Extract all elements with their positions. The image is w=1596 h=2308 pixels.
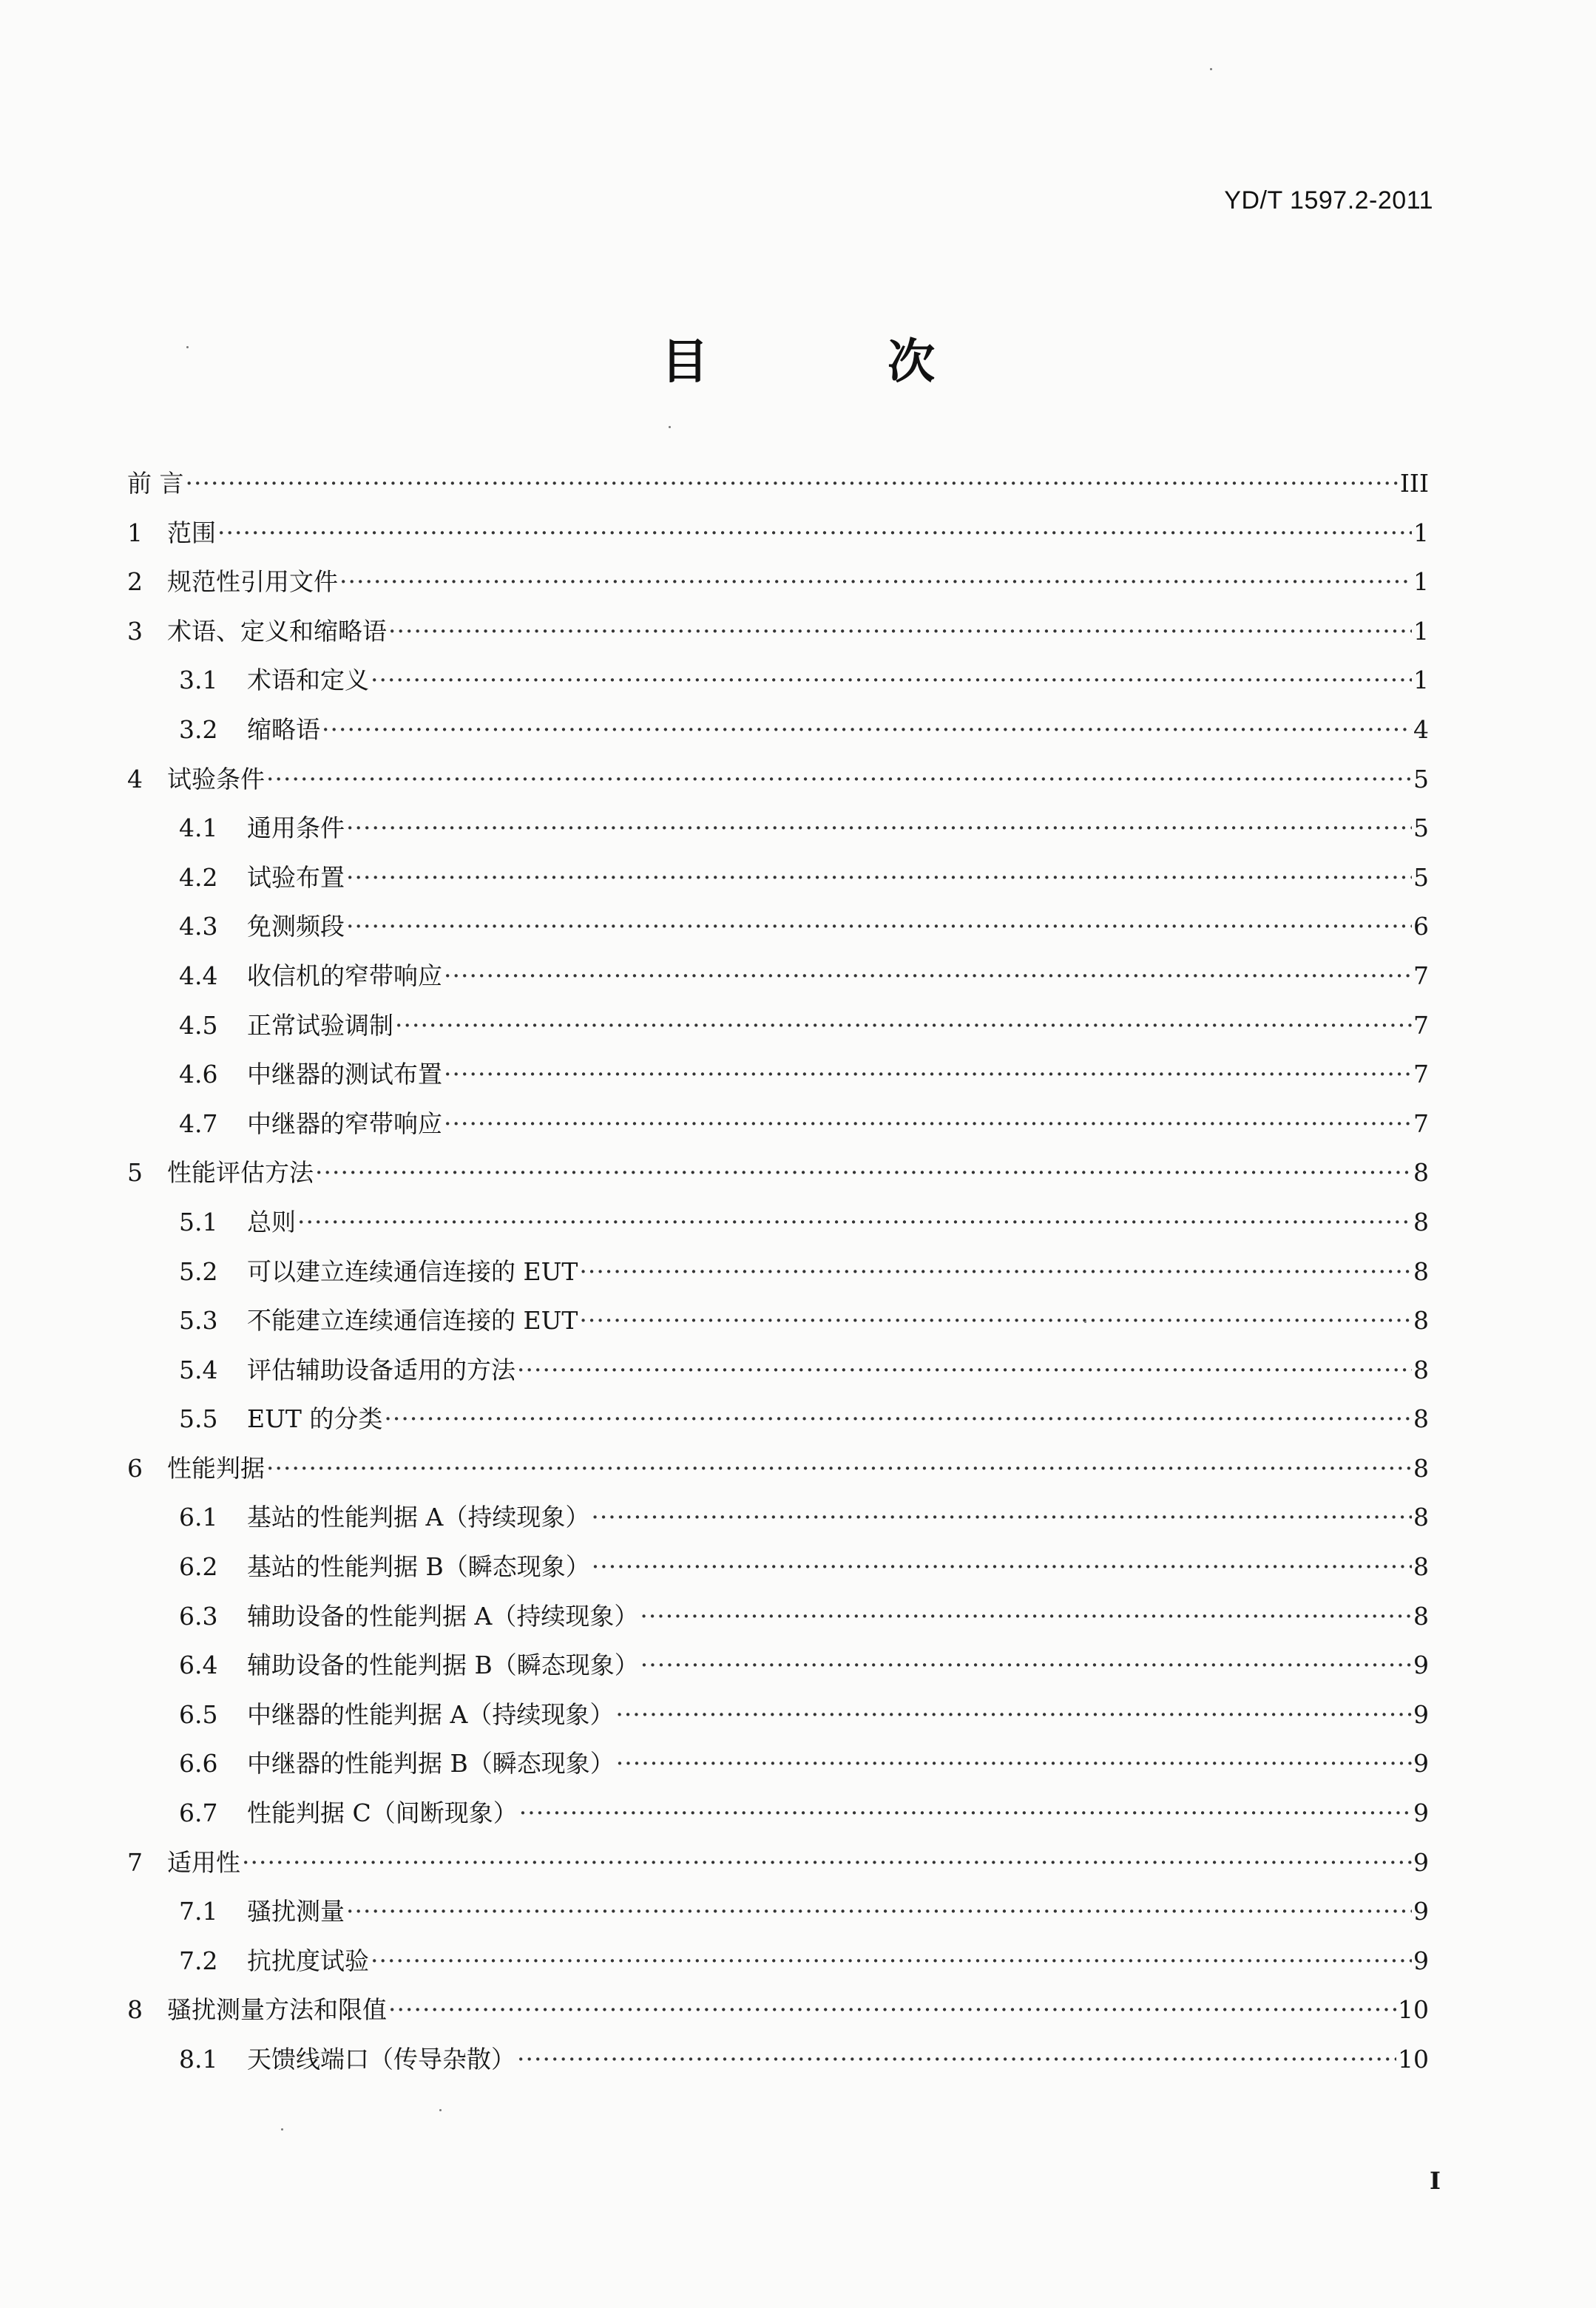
toc-entry[interactable]: [127, 1942, 1429, 1991]
toc-leader-dots: [579, 1257, 1412, 1286]
toc-entry[interactable]: [127, 907, 1429, 957]
scan-speck: [1084, 1321, 1086, 1323]
toc-leader-dots: [640, 1651, 1412, 1679]
toc-entry-number: 2: [127, 567, 143, 597]
toc-entry[interactable]: [127, 1154, 1429, 1203]
toc-entry-label: 骚扰测量方法和限值: [167, 1995, 387, 2025]
toc-entry-page: 8: [1413, 1404, 1429, 1434]
toc-leader-dots: [266, 765, 1412, 793]
toc-entry-page: 10: [1398, 1995, 1429, 2025]
toc-entry-label: 范围: [167, 518, 216, 547]
toc-entry[interactable]: [127, 1991, 1429, 2040]
toc-entry-page: 4: [1413, 714, 1429, 744]
toc-entry-page: 9: [1413, 1847, 1429, 1877]
toc-entry-number: 5: [127, 1158, 143, 1188]
toc-entry-number: 5.1: [179, 1207, 218, 1236]
toc-entry[interactable]: [127, 1892, 1429, 1942]
toc-leader-dots: [615, 1700, 1412, 1729]
toc-entry-label: 性能判据 C（间断现象）: [247, 1798, 518, 1828]
toc-entry-page: 7: [1413, 1109, 1429, 1138]
toc-entry-label: 规范性引用文件: [167, 567, 338, 597]
toc-entry-page: III: [1399, 469, 1429, 498]
toc-leader-dots: [395, 1011, 1412, 1040]
toc-leader-dots: [322, 715, 1412, 744]
toc-entry-page: 8: [1413, 1601, 1429, 1631]
toc-entry-label: 通用条件: [247, 813, 345, 843]
toc-entry[interactable]: [127, 464, 1429, 514]
toc-entry[interactable]: [127, 760, 1429, 810]
toc-entry[interactable]: [127, 1351, 1429, 1401]
toc-leader-dots: [592, 1552, 1412, 1581]
toc-leader-dots: [444, 1109, 1412, 1138]
toc-entry-label: 基站的性能判据 B（瞬态现象）: [247, 1552, 590, 1582]
toc-entry[interactable]: [127, 711, 1429, 760]
toc-entry-page: 8: [1413, 1453, 1429, 1483]
toc-entry[interactable]: [127, 1548, 1429, 1597]
toc-leader-dots: [444, 1060, 1412, 1089]
toc-leader-dots: [388, 617, 1412, 646]
toc-entry-page: 1: [1413, 567, 1429, 597]
toc-entry-number: 5.3: [179, 1306, 218, 1336]
toc-entry[interactable]: [127, 957, 1429, 1006]
toc-entry-number: 6.6: [179, 1749, 218, 1779]
toc-entry-label: 中继器的窄带响应: [247, 1109, 442, 1138]
toc-entry-label: 辅助设备的性能判据 B（瞬态现象）: [247, 1651, 639, 1680]
toc-entry[interactable]: [127, 2040, 1429, 2090]
scan-speck: [186, 346, 189, 348]
toc-leader-dots: [339, 567, 1412, 596]
toc-entry-label: 性能判据: [167, 1453, 265, 1483]
toc-entry-page: 9: [1413, 1699, 1429, 1729]
toc-entry-page: 9: [1413, 1651, 1429, 1680]
toc-entry-label: 前 言: [127, 469, 184, 498]
toc-entry[interactable]: [127, 1696, 1429, 1745]
toc-entry-label: 中继器的性能判据 A（持续现象）: [247, 1699, 615, 1729]
toc-entry-number: 6: [127, 1453, 143, 1483]
toc-entry[interactable]: [127, 1794, 1429, 1844]
toc-entry-number: 8.1: [179, 2045, 218, 2074]
toc-leader-dots: [591, 1503, 1412, 1532]
toc-entry-page: 8: [1413, 1355, 1429, 1384]
toc-entry[interactable]: [127, 1055, 1429, 1105]
toc-entry[interactable]: [127, 1744, 1429, 1794]
toc-entry-label: 缩略语: [247, 714, 320, 744]
toc-entry-page: 9: [1413, 1798, 1429, 1828]
toc-entry[interactable]: [127, 1844, 1429, 1893]
scan-speck: [669, 426, 671, 428]
toc-leader-dots: [346, 1897, 1412, 1926]
page-number: I: [1430, 2167, 1441, 2195]
toc-entry[interactable]: [127, 1597, 1429, 1647]
toc-entry-number: 4.5: [179, 1010, 218, 1040]
toc-entry[interactable]: [127, 859, 1429, 908]
toc-entry[interactable]: [127, 809, 1429, 859]
toc-entry-page: 10: [1398, 2045, 1429, 2074]
toc-leader-dots: [242, 1848, 1412, 1877]
toc-entry[interactable]: [127, 1646, 1429, 1696]
toc-leader-dots: [519, 1798, 1412, 1827]
toc-entry-label: 免测频段: [247, 912, 345, 941]
toc-entry-label: 评估辅助设备适用的方法: [247, 1355, 515, 1384]
toc-entry-label: 试验条件: [167, 764, 265, 793]
toc-entry-page: 7: [1413, 1010, 1429, 1040]
toc-entry-page: 8: [1413, 1306, 1429, 1336]
toc-entry-number: 6.1: [179, 1503, 218, 1532]
scan-speck: [281, 2128, 283, 2131]
document-code: YD/T 1597.2-2011: [1224, 186, 1433, 214]
toc-leader-dots: [388, 1995, 1396, 2024]
toc-entry-number: 7.1: [179, 1897, 218, 1926]
toc-entry-page: 5: [1413, 862, 1429, 892]
toc-leader-dots: [217, 518, 1412, 547]
toc-entry-number: 6.5: [179, 1699, 218, 1729]
toc-entry-number: 6.2: [179, 1552, 218, 1582]
toc-leader-dots: [384, 1404, 1412, 1433]
toc-leader-dots: [346, 912, 1412, 941]
toc-entry-page: 8: [1413, 1158, 1429, 1188]
toc-entry-number: 4.7: [179, 1109, 218, 1138]
toc-entry-page: 9: [1413, 1749, 1429, 1779]
toc-entry-page: 7: [1413, 961, 1429, 990]
toc-entry[interactable]: [127, 661, 1429, 711]
toc-entry-label: 适用性: [167, 1847, 240, 1877]
toc-entry-number: 6.7: [179, 1798, 218, 1828]
toc-entry-label: 术语和定义: [247, 666, 369, 695]
toc-entry-page: 9: [1413, 1946, 1429, 1975]
toc-entry-number: 7.2: [179, 1946, 218, 1975]
toc-leader-dots: [444, 961, 1412, 990]
toc-entry-number: 5.2: [179, 1256, 218, 1286]
toc-entry-label: 骚扰测量: [247, 1897, 345, 1926]
toc-entry-number: 4.4: [179, 961, 218, 990]
toc-entry[interactable]: [127, 1400, 1429, 1449]
toc-entry-page: 1: [1413, 666, 1429, 695]
toc-entry-number: 4.6: [179, 1060, 218, 1089]
toc-entry-number: 6.3: [179, 1601, 218, 1631]
toc-leader-dots: [346, 863, 1412, 892]
toc-entry-number: 4.2: [179, 862, 218, 892]
toc-entry-page: 7: [1413, 1060, 1429, 1089]
scan-speck: [1210, 68, 1212, 70]
toc-entry-number: 5.4: [179, 1355, 218, 1384]
toc-leader-dots: [346, 813, 1412, 842]
toc-leader-dots: [640, 1602, 1412, 1631]
toc-entry-label: 中继器的性能判据 B（瞬态现象）: [247, 1749, 615, 1779]
toc-entry-number: 3.2: [179, 714, 218, 744]
toc-leader-dots: [297, 1208, 1412, 1236]
toc-entry-label: 可以建立连续通信连接的 EUT: [247, 1256, 578, 1286]
toc-entry[interactable]: [127, 1253, 1429, 1302]
table-of-contents: [127, 464, 1429, 2090]
toc-entry[interactable]: [127, 1302, 1429, 1351]
toc-entry-number: 7: [127, 1847, 143, 1877]
toc-entry-number: 5.5: [179, 1404, 218, 1434]
toc-leader-dots: [186, 469, 1399, 498]
toc-entry-page: 5: [1413, 764, 1429, 793]
toc-entry-page: 8: [1413, 1207, 1429, 1236]
toc-entry-page: 1: [1413, 518, 1429, 547]
toc-entry-page: 6: [1413, 912, 1429, 941]
toc-title: 目 次: [660, 335, 1017, 390]
toc-entry[interactable]: [127, 1449, 1429, 1499]
toc-entry-label: 基站的性能判据 A（持续现象）: [247, 1503, 590, 1532]
toc-entry-label: 抗扰度试验: [247, 1946, 369, 1975]
toc-entry[interactable]: [127, 1105, 1429, 1154]
toc-entry-number: 3: [127, 616, 143, 646]
toc-entry-label: 总则: [247, 1207, 296, 1236]
toc-entry-number: 6.4: [179, 1651, 218, 1680]
toc-entry-number: 4.3: [179, 912, 218, 941]
toc-entry-number: 4: [127, 764, 143, 793]
toc-entry-label: EUT 的分类: [247, 1404, 383, 1434]
toc-entry[interactable]: [127, 563, 1429, 612]
toc-entry-number: 1: [127, 518, 143, 547]
toc-leader-dots: [315, 1158, 1412, 1187]
toc-entry-page: 8: [1413, 1503, 1429, 1532]
toc-leader-dots: [371, 666, 1412, 694]
toc-entry-label: 正常试验调制: [247, 1010, 393, 1040]
scan-speck: [439, 2109, 442, 2111]
toc-entry-page: 9: [1413, 1897, 1429, 1926]
toc-leader-dots: [517, 1356, 1412, 1384]
toc-entry-number: 8: [127, 1995, 143, 2025]
toc-leader-dots: [266, 1454, 1412, 1483]
toc-entry-number: 4.1: [179, 813, 218, 843]
toc-entry-page: 8: [1413, 1256, 1429, 1286]
toc-entry[interactable]: [127, 1498, 1429, 1548]
toc-entry-page: 1: [1413, 616, 1429, 646]
toc-entry-label: 术语、定义和缩略语: [167, 616, 387, 646]
toc-entry-label: 试验布置: [247, 862, 345, 892]
toc-entry-label: 性能评估方法: [167, 1158, 314, 1188]
toc-entry[interactable]: [127, 612, 1429, 662]
toc-entry-label: 辅助设备的性能判据 A（持续现象）: [247, 1601, 639, 1631]
toc-entry[interactable]: [127, 1006, 1429, 1056]
toc-leader-dots: [616, 1749, 1412, 1778]
toc-entry[interactable]: [127, 1203, 1429, 1253]
toc-entry-page: 8: [1413, 1552, 1429, 1582]
toc-entry[interactable]: [127, 514, 1429, 564]
toc-entry-label: 天馈线端口（传导杂散）: [247, 2045, 515, 2074]
toc-entry-label: 不能建立连续通信连接的 EUT: [247, 1306, 578, 1336]
toc-entry-label: 中继器的测试布置: [247, 1060, 442, 1089]
toc-entry-page: 5: [1413, 813, 1429, 843]
toc-leader-dots: [579, 1306, 1412, 1335]
toc-entry-label: 收信机的窄带响应: [247, 961, 442, 990]
toc-leader-dots: [371, 1946, 1412, 1975]
toc-leader-dots: [517, 2045, 1396, 2074]
toc-entry-number: 3.1: [179, 666, 218, 695]
